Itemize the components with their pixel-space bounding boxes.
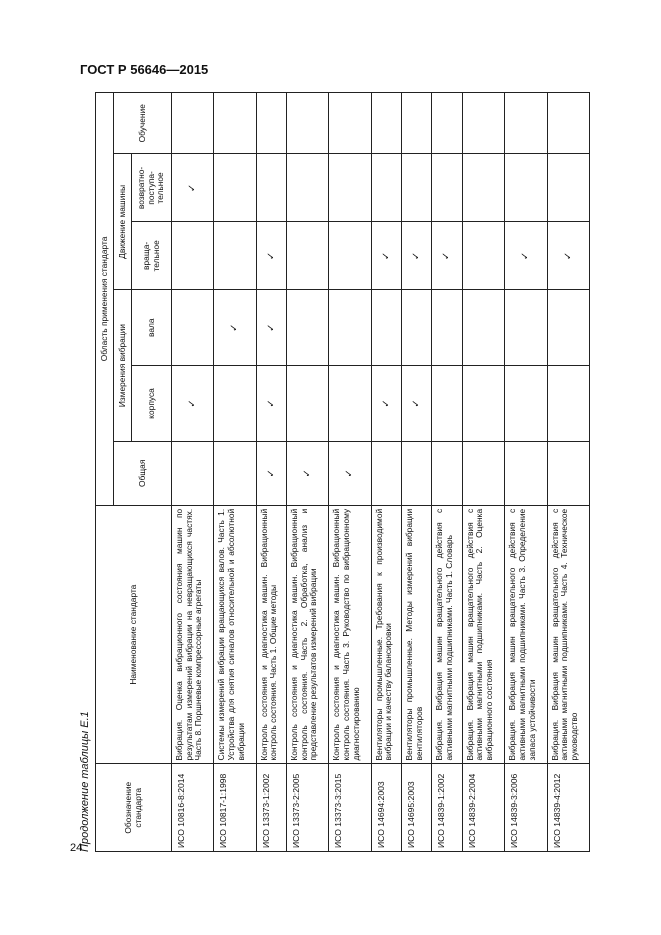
check-reciprocating <box>462 154 504 222</box>
check-shaft <box>172 290 214 366</box>
check-rotating: ✓ <box>432 222 462 290</box>
table-row <box>462 93 504 852</box>
check-rotating <box>462 222 504 290</box>
standard-name: Вибрация. Оценка вибрационного состояния машин по результатам измерений вибрации на невращающихся частях. Часть 8. Поршневые компрессорные агрегаты <box>172 505 214 764</box>
check-rotating: ✓ <box>547 222 589 290</box>
col-general-header: Общая <box>114 441 172 505</box>
check-casing: ✓ <box>371 366 401 442</box>
check-training <box>462 93 504 155</box>
check-general <box>402 441 432 505</box>
check-casing <box>432 366 462 442</box>
standard-name: Вибрация. Вибрация машин вращательного действия с активными магнитными подшипниками. Часть 1. Словарь <box>432 505 462 764</box>
check-shaft <box>329 290 371 366</box>
standard-name: Вибрация. Вибрация машин вращательного действия с активными магнитными подшипниками. Часть 4. Техническое руководство <box>547 505 589 764</box>
standard-code: ИСО 10816-8:2014 <box>172 764 214 852</box>
check-rotating: ✓ <box>371 222 401 290</box>
check-shaft <box>432 290 462 366</box>
table-row <box>432 93 462 852</box>
col-vib-measure-header: Измерения вибрации <box>114 290 132 442</box>
check-casing <box>214 366 256 442</box>
check-training <box>287 93 329 155</box>
check-shaft <box>547 290 589 366</box>
check-reciprocating <box>547 154 589 222</box>
check-casing: ✓ <box>172 366 214 442</box>
check-reciprocating: ✓ <box>172 154 214 222</box>
check-training <box>505 93 547 155</box>
table-row <box>329 93 371 852</box>
standard-code: ИСО 14839-2:2004 <box>462 764 504 852</box>
check-general <box>505 441 547 505</box>
check-rotating: ✓ <box>256 222 286 290</box>
check-rotating: ✓ <box>402 222 432 290</box>
standards-table <box>95 92 590 852</box>
check-general: ✓ <box>329 441 371 505</box>
standard-name: Вибрация. Вибрация машин вращательного действия с активными магнитными подшипниками. Часть 2. Оценка вибрационного состояния <box>462 505 504 764</box>
check-reciprocating <box>402 154 432 222</box>
check-shaft <box>371 290 401 366</box>
check-shaft <box>462 290 504 366</box>
check-rotating <box>287 222 329 290</box>
standard-code: ИСО 13373-2:2005 <box>287 764 329 852</box>
col-motion-header: Движение машины <box>114 154 132 290</box>
check-rotating <box>214 222 256 290</box>
table-caption: Продолжение таблицы Е.1 <box>79 711 91 852</box>
standard-code: ИСО 14694:2003 <box>371 764 401 852</box>
table-row <box>287 93 329 852</box>
check-casing <box>287 366 329 442</box>
standard-name: Вентиляторы промышленные. Требования к производимой вибрации и качеству балансировки <box>371 505 401 764</box>
check-reciprocating <box>432 154 462 222</box>
col-shaft-header: вала <box>132 290 172 366</box>
col-casing-header: корпуса <box>132 366 172 442</box>
check-casing <box>505 366 547 442</box>
check-training <box>402 93 432 155</box>
check-casing <box>462 366 504 442</box>
col-rotating-header: враща- тельное <box>132 222 172 290</box>
table-row <box>371 93 401 852</box>
col-scope-header: Область применения стандарта <box>96 93 114 506</box>
table-body <box>172 93 590 852</box>
check-general <box>462 441 504 505</box>
check-reciprocating <box>329 154 371 222</box>
check-general <box>547 441 589 505</box>
page-number: 24 <box>70 842 83 854</box>
check-casing: ✓ <box>402 366 432 442</box>
standard-name: Вентиляторы промышленные. Методы измерений вибрации вентиляторов <box>402 505 432 764</box>
standard-name: Контроль состояния и диагностика машин. Вибрационный контроль состояния. Часть 2. Обработка, анализ и представление результатов измерений вибрации <box>287 505 329 764</box>
standard-code: ИСО 14839-1:2002 <box>432 764 462 852</box>
check-rotating: ✓ <box>505 222 547 290</box>
standard-code: ИСО 14839-4:2012 <box>547 764 589 852</box>
standard-code: ИСО 10817-1:1998 <box>214 764 256 852</box>
table-row <box>547 93 589 852</box>
check-reciprocating <box>256 154 286 222</box>
check-shaft: ✓ <box>214 290 256 366</box>
check-reciprocating <box>287 154 329 222</box>
col-name-header: Наименование стандарта <box>96 505 172 764</box>
check-training <box>172 93 214 155</box>
check-general <box>371 441 401 505</box>
table-row <box>214 93 256 852</box>
table-row <box>505 93 547 852</box>
table-row <box>256 93 286 852</box>
check-training <box>371 93 401 155</box>
check-general <box>214 441 256 505</box>
check-training <box>214 93 256 155</box>
standard-code: ИСО 13373-1:2002 <box>256 764 286 852</box>
standard-name: Системы измерений вибрации вращающихся валов. Часть 1. Устройства для снятия сигналов относительной и абсолютной вибрации <box>214 505 256 764</box>
rotated-table-container <box>95 92 590 852</box>
check-reciprocating <box>214 154 256 222</box>
check-rotating <box>329 222 371 290</box>
check-shaft <box>402 290 432 366</box>
standard-name: Контроль состояния и диагностика машин. Вибрационный контроль состояния. Часть 1. Общие методы <box>256 505 286 764</box>
standard-name: Вибрация. Вибрация машин вращательного действия с активными магнитными подшипниками. Часть 3. Определение запаса устойчивости <box>505 505 547 764</box>
check-general: ✓ <box>256 441 286 505</box>
check-reciprocating <box>371 154 401 222</box>
col-designation-header: Обозначение стандарта <box>96 764 172 852</box>
check-general: ✓ <box>287 441 329 505</box>
check-casing: ✓ <box>256 366 286 442</box>
check-shaft <box>287 290 329 366</box>
document-header: ГОСТ Р 56646—2015 <box>80 62 209 77</box>
standard-code: ИСО 14839-3:2006 <box>505 764 547 852</box>
check-training <box>547 93 589 155</box>
check-general <box>432 441 462 505</box>
table-row <box>172 93 214 852</box>
check-shaft <box>505 290 547 366</box>
check-training <box>256 93 286 155</box>
check-rotating <box>172 222 214 290</box>
table-row <box>402 93 432 852</box>
standard-name: Контроль состояния и диагностика машин. Вибрационный контроль состояния. Часть 3. Руководство по вибрационному диагностированию <box>329 505 371 764</box>
check-general <box>172 441 214 505</box>
standard-code: ИСО 13373-3:2015 <box>329 764 371 852</box>
check-reciprocating <box>505 154 547 222</box>
check-shaft: ✓ <box>256 290 286 366</box>
check-casing <box>329 366 371 442</box>
standard-code: ИСО 14695:2003 <box>402 764 432 852</box>
check-casing <box>547 366 589 442</box>
check-training <box>432 93 462 155</box>
col-reciprocating-header: возвратно- поступа- тельное <box>132 154 172 222</box>
check-training <box>329 93 371 155</box>
col-training-header: Обучение <box>114 93 172 155</box>
